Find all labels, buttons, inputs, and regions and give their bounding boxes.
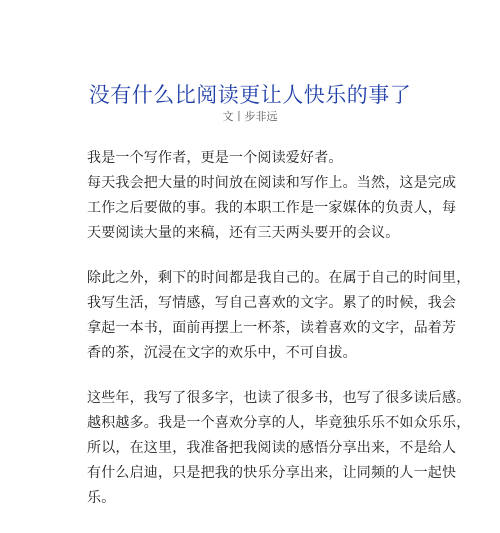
paragraph-line: 乐。 <box>87 490 116 506</box>
paragraph-1 <box>87 146 457 246</box>
paragraph-line: 工作之后要做的事。我的本职工作是一家媒体的负责人，每 <box>87 200 457 216</box>
paragraph-line: 所以，在这里，我准备把我阅读的感悟分享出来，不是给人 <box>87 440 457 456</box>
paragraph-line: 我写生活，写情感，写自己喜欢的文字。累了的时候，我会 <box>87 295 457 311</box>
article-body <box>87 146 471 531</box>
paragraph-line: 我是一个写作者，更是一个阅读爱好者。 <box>87 150 343 166</box>
paragraph-2 <box>87 266 471 366</box>
paragraph-3 <box>87 386 471 511</box>
paragraph-line: 香的茶，沉浸在文字的欢乐中，不可自拔。 <box>87 345 357 361</box>
article-byline: 文丨步非远 <box>222 110 278 123</box>
article-title: 没有什么比阅读更让人快乐的事了 <box>88 83 412 107</box>
paragraph-line: 每天我会把大量的时间放在阅读和写作上。当然，这是完成 <box>87 175 457 191</box>
paragraph-line: 除此之外，剩下的时间都是我自己的。在属于自己的时间里， <box>87 270 471 286</box>
paragraph-line: 天要阅读大量的来稿，还有三天两头要开的会议。 <box>87 225 400 241</box>
paragraph-line: 拿起一本书，面前再摆上一杯茶，读着喜欢的文字，品着芳 <box>87 320 457 336</box>
paragraph-line: 越积越多。我是一个喜欢分享的人，毕竟独乐乐不如众乐乐， <box>87 415 471 431</box>
paragraph-line: 有什么启迪，只是把我的快乐分享出来，让同频的人一起快 <box>87 465 457 481</box>
paragraph-line: 这些年，我写了很多字，也读了很多书，也写了很多读后感。 <box>87 390 471 406</box>
